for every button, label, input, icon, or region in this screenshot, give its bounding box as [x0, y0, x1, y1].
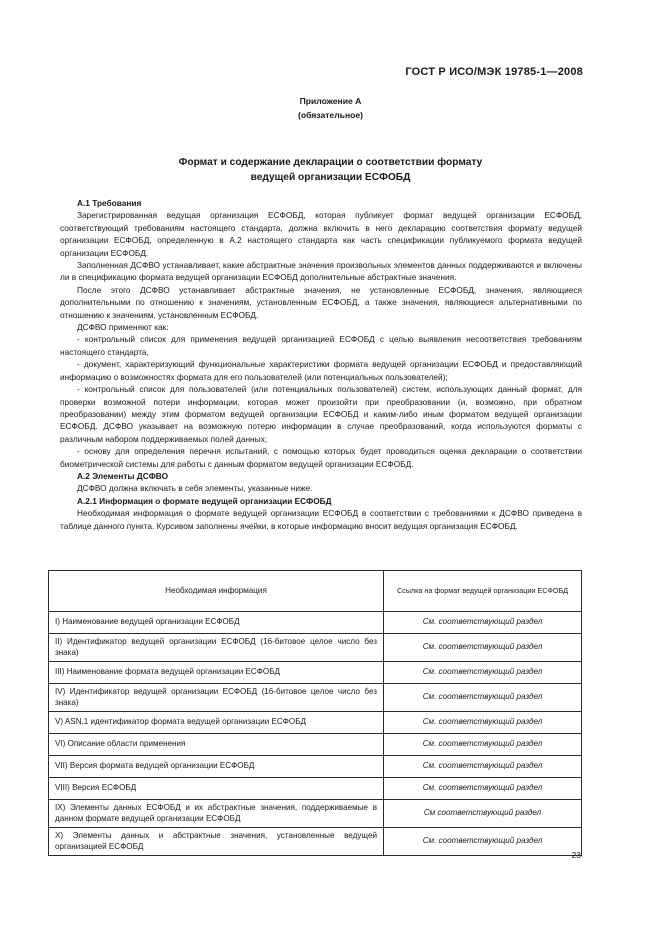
- table-cell-info: II) Идентификатор ведущей организации ЕСФОБД (16-битовое целое число без знака): [49, 634, 384, 662]
- table-cell-info: VIII) Версия ЕСФОБД: [49, 778, 384, 800]
- table-cell-info: IV) Идентификатор ведущей организации ЕСФОБД (16-битовое целое число без знака): [49, 684, 384, 712]
- annex-title-line-1: Формат и содержание декларации о соответствии формату: [178, 157, 483, 168]
- table-row: [49, 662, 582, 684]
- paragraph: ДСФВО применяют как:: [77, 322, 169, 333]
- table-row: [49, 612, 582, 634]
- table-cell-reference: См. соответствующий раздел: [384, 778, 582, 800]
- paragraph: После этого ДСФВО устанавливает абстрактные значения, не установленные ЕСФОБД, значения, являющиеся дополнительными по отношению к значениям, установленным ЕСФОБД, а также значения, являющиеся альтернативными по отношению к значениям, установленным ЕСФОБД.: [60, 284, 582, 320]
- table-cell-reference: См. соответствующий раздел: [384, 734, 582, 756]
- table-cell-reference: См. соответствующий раздел: [384, 684, 582, 712]
- annex-title-line-2: ведущей организации ЕСФОБД: [250, 172, 411, 183]
- table-cell-reference: См соответствующий раздел: [384, 800, 582, 828]
- annex-label: Приложение А: [299, 96, 362, 106]
- table-row: [49, 734, 582, 756]
- list-item: - контрольный список для пользователей (или потенциальных пользователей) систем, использующих данный формат, для проверки возможной потери информации, которая может произойти при преобразовании (и, возможно, при обратном преобразовании) между этим форматом ведущей организации ЕСФОБД и каким-либо иным форматом ведущей организации ЕСФОБД. ДСФВО указывает на возможную потерю информации в случае преобразований, когда используются форматы с различным набором поддерживаемых полей данных;: [60, 384, 582, 444]
- table-row: [49, 800, 582, 828]
- table-cell-info: I) Наименование ведущей организации ЕСФОБД: [49, 612, 384, 634]
- table-cell-reference: См. соответствующий раздел: [384, 612, 582, 634]
- table-cell-reference: См. соответствующий раздел: [384, 662, 582, 684]
- list-item: - контрольный список для применения ведущей организацией ЕСФОБД с целью выявления несоответствия требованиям настоящего стандарта,: [60, 334, 582, 357]
- table-cell-info: VII) Версия формата ведущей организации ЕСФОБД: [49, 756, 384, 778]
- info-table: [48, 570, 582, 856]
- table-row: [49, 712, 582, 734]
- table-row: [49, 828, 582, 856]
- table-cell-info: VI) Описание области применения: [49, 734, 384, 756]
- table-cell-reference: См. соответствующий раздел: [384, 828, 582, 856]
- paragraph: Зарегистрированная ведущая организация ЕСФОБД, которая публикует формат ведущей организации ЕСФОБД, соответствующий требованиям настоящего стандарта, должна включить в него декларацию соответствия формату ведущей организации ЕСФОБД, определенную в А.2 настоящего стандарта как часть спецификации публикуемого формата ведущей организации ЕСФОБД.: [60, 210, 582, 258]
- page-number: 23: [571, 850, 581, 860]
- paragraph: Необходимая информация о формате ведущей организации ЕСФОБД в соответствии с требованиями к ДСФВО приведена в таблице данного пункта. Курсивом заполнены ячейки, в которые информацию вносит ведущая организация ЕСФОБД.: [60, 508, 582, 531]
- table-row: [49, 778, 582, 800]
- table-row: [49, 684, 582, 712]
- annex-body: [60, 197, 582, 532]
- section-a2-heading: А.2 Элементы ДСФВО: [77, 470, 169, 481]
- paragraph: ДСФВО должна включать в себя элементы, указанные ниже.: [77, 483, 313, 494]
- column-header-required-info: Необходимая информация: [49, 571, 384, 612]
- standard-header: ГОСТ Р ИСО/МЭК 19785-1—2008: [405, 66, 583, 78]
- annex-status: (обязательное): [297, 110, 364, 120]
- table-cell-info: V) ASN.1 идентификатор формата ведущей организации ЕСФОБД: [49, 712, 384, 734]
- list-item: - документ, характеризующий функциональные характеристики формата ведущей организации ЕСФОБД и предоставляющий информацию о возможностях формата для его пользователей (или потенциальных пользователей);: [60, 359, 582, 382]
- section-a1-heading: А.1 Требования: [77, 198, 142, 208]
- list-item: - основу для определения перечня испытаний, с помощью которых будет проводиться оценка декларации о соответствии биометрической системы для работы с данным форматом ведущей организации ЕСФОБД.: [60, 446, 582, 469]
- table-cell-info: IX) Элементы данных ЕСФОБД и их абстрактные значения, поддерживаемые в данном формате ведущей организации ЕСФОБД: [49, 800, 384, 828]
- annex-title: [60, 155, 601, 185]
- table-cell-reference: См. соответствующий раздел: [384, 756, 582, 778]
- table-cell-reference: См. соответствующий раздел: [384, 634, 582, 662]
- table-row: [49, 634, 582, 662]
- table-cell-info: X) Элементы данных и абстрактные значения, установленные ведущей организацией ЕСФОБД: [49, 828, 384, 856]
- table-row: [49, 756, 582, 778]
- table-cell-reference: См. соответствующий раздел: [384, 712, 582, 734]
- table-cell-info: III) Наименование формата ведущей организации ЕСФОБД: [49, 662, 384, 684]
- paragraph: Заполненная ДСФВО устанавливает, какие абстрактные значения произвольных элементов данных поддерживаются и включены ли в спецификацию формата ведущей организации ЕСФОБД дополнительные абстрактные значения.: [60, 260, 582, 283]
- section-a21-heading: А.2.1 Информация о формате ведущей организации ЕСФОБД: [77, 495, 332, 506]
- table-header-row: [49, 571, 582, 612]
- column-header-format-reference: Ссылка на формат ведущей организации ЕСФОБД: [384, 571, 582, 612]
